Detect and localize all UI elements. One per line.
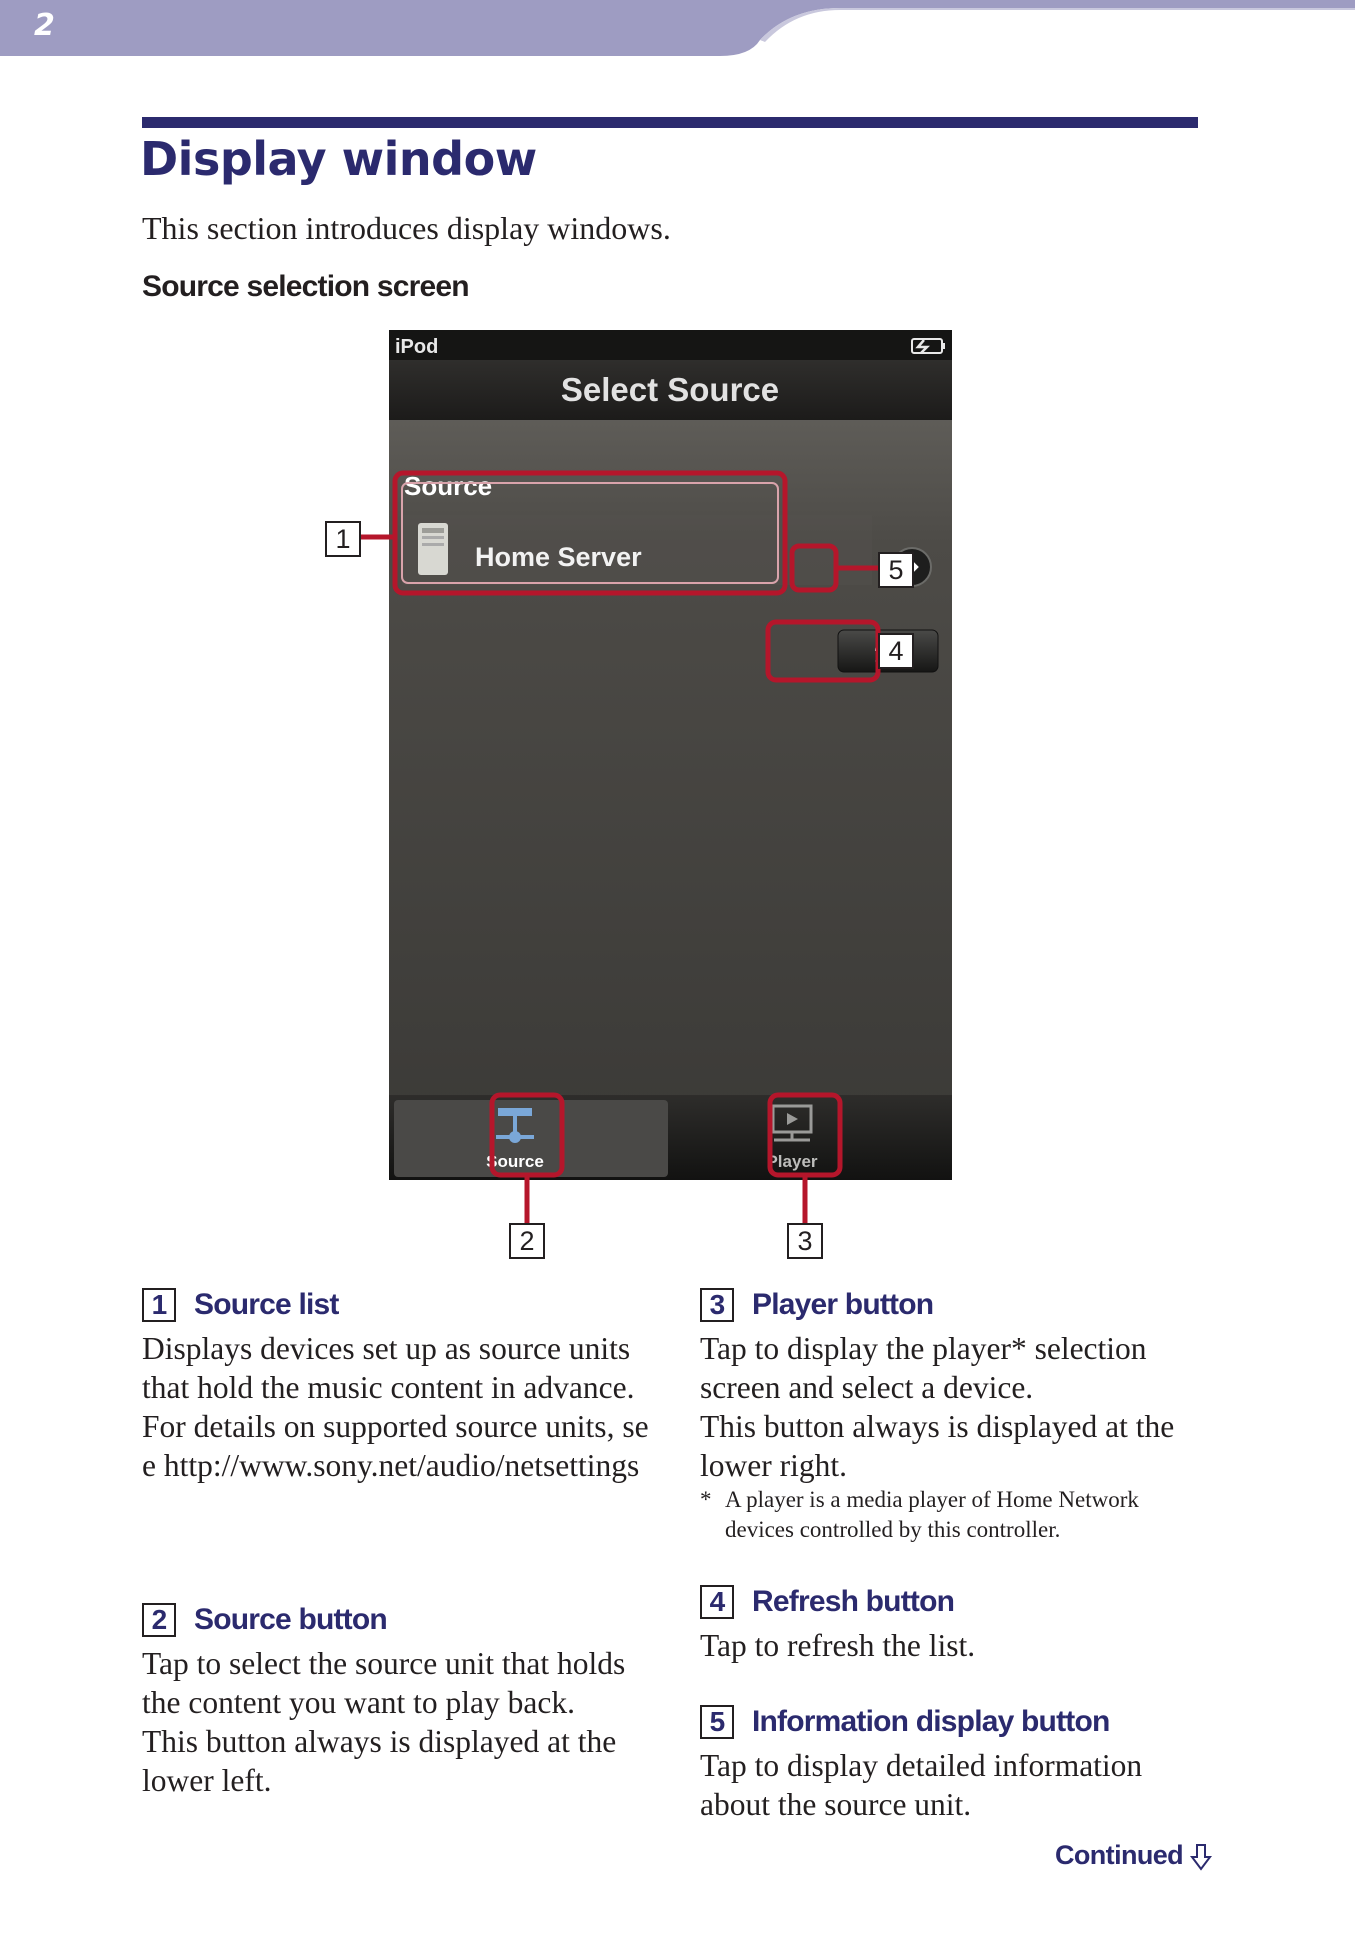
item-number: 2 [142,1603,176,1637]
continued-label: Continued [1055,1840,1184,1870]
source-list-item[interactable] [402,515,872,585]
arrow-down-icon [1190,1843,1212,1871]
item-title: Information display button [752,1705,1110,1738]
svg-text:2: 2 [519,1226,535,1256]
page-title: Display window [140,132,537,186]
callout-box-1 [326,522,360,556]
item-text: Tap to refresh the list. [700,1628,976,1663]
item-title: Source button [194,1603,387,1636]
callout-box-2 [510,1224,544,1258]
callout-box-3 [788,1224,822,1258]
section-subheading: Source selection screen [142,270,469,303]
item-text: This button always is displayed at the lower left. [142,1724,617,1798]
continued-link[interactable] [1055,1840,1212,1871]
svg-text:3: 3 [797,1226,813,1256]
top-header-bar [0,0,1355,56]
item-text: This button always is displayed at the lower right. [700,1409,1175,1483]
item-text: Tap to select the source unit that holds the content you want to play back. [142,1646,626,1720]
item-title: Player button [752,1288,934,1321]
footnote [700,1485,1200,1545]
item-number: 5 [700,1705,734,1739]
footnote-mark: * [700,1487,712,1512]
callout-box-5 [879,553,913,587]
item-text: For details on supported source units, see http://www.sony.net/audio/netsettings [142,1409,649,1483]
title-rule [142,117,1198,128]
intro-text: This section introduces display windows. [142,210,671,246]
item-number: 1 [142,1288,176,1322]
source-tab-label: Source [486,1152,544,1171]
nav-title: Select Source [560,371,780,408]
footnote-text: A player is a media player of Home Network devices controlled by this controller. [725,1487,1139,1542]
page-number: 2 [34,8,55,43]
item-text: Tap to display detailed information about the source unit. [700,1748,1143,1822]
svg-text:5: 5 [888,555,904,585]
item-information-display-button [700,1702,1200,1824]
item-number: 4 [700,1585,734,1619]
server-tower-icon [418,523,448,575]
status-bar [389,330,952,360]
svg-text:1: 1 [335,524,351,554]
item-source-list [142,1285,662,1485]
svg-text:4: 4 [888,636,904,666]
item-player-button [700,1285,1200,1545]
source-item-label: Home Server [475,542,642,572]
item-text: Displays devices set up as source units that hold the music content in advance. [142,1331,635,1405]
source-tab-button[interactable] [394,1100,668,1177]
item-source-button [142,1600,662,1800]
item-text: Tap to display the player* selection screen and select a device. [700,1331,1147,1405]
player-tab-label: Player [766,1152,818,1171]
phone-screen [389,330,952,1180]
item-title: Refresh button [752,1585,955,1618]
item-title: Source list [194,1288,339,1321]
callout-box-4 [879,634,913,668]
item-refresh-button [700,1582,1200,1665]
carrier-label: iPod [395,336,439,358]
screenshot-figure [300,325,1000,1265]
source-group-header: Source [404,471,493,501]
item-number: 3 [700,1288,734,1322]
